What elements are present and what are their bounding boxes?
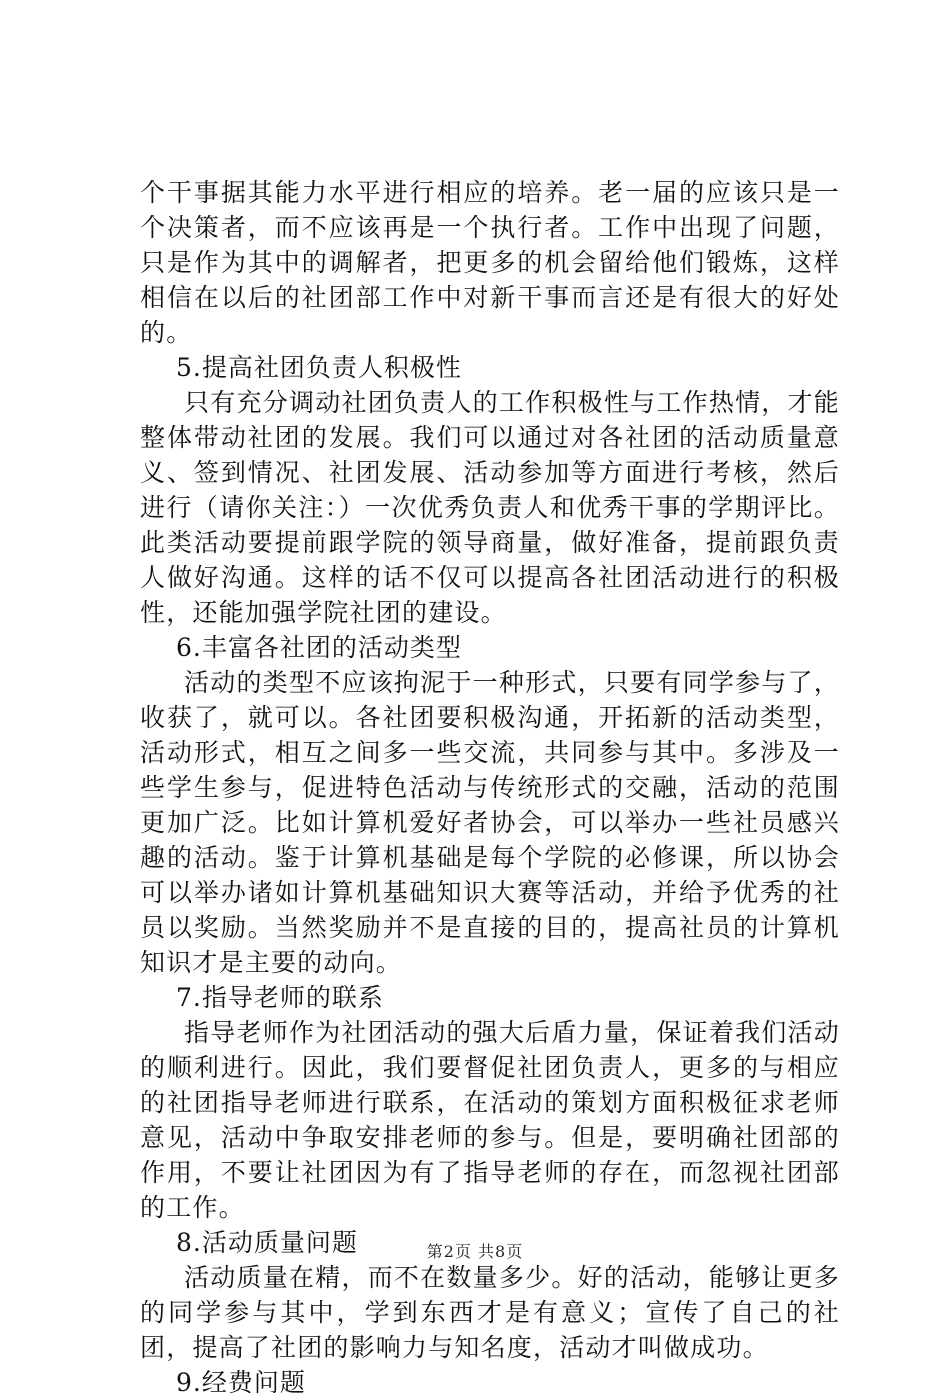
section-heading-6: 6.丰富各社团的活动类型 [176, 633, 462, 662]
section-heading-7: 7.指导老师的联系 [176, 983, 384, 1012]
paragraph-section-8: 活动质量在精，而不在数量多少。好的活动，能够让更多的同学参与其中，学到东西才是有意义；宣传了自己的社团，提高了社团的影响力与知名度，活动才叫做成功。 [140, 1263, 840, 1362]
document-body [140, 175, 840, 1400]
paragraph-section-7: 指导老师作为社团活动的强大后盾力量，保证着我们活动的顺利进行。因此，我们要督促社团负责人，更多的与相应的社团指导老师进行联系，在活动的策划方面积极征求老师意见，活动中争取安排老师的参与。但是，要明确社团部的作用，不要让社团因为有了指导老师的存在，而忽视社团部的工作。 [140, 1018, 840, 1222]
paragraph-section-5: 只有充分调动社团负责人的工作积极性与工作热情，才能整体带动社团的发展。我们可以通过对各社团的活动质量意义、签到情况、社团发展、活动参加等方面进行考核，然后进行（请你关注：）一次优秀负责人和优秀干事的学期评比。此类活动要提前跟学院的领导商量，做好准备，提前跟负责人做好沟通。这样的话不仅可以提高各社团活动进行的积极性，还能加强学院社团的建设。 [140, 388, 840, 627]
section-heading-8: 8.活动质量问题 [176, 1228, 358, 1257]
page-number-footer: 第2页 共8页 [426, 1242, 524, 1261]
paragraph-section-6: 活动的类型不应该拘泥于一种形式，只要有同学参与了，收获了，就可以。各社团要积极沟通，开拓新的活动类型，活动形式，相互之间多一些交流，共同参与其中。多涉及一些学生参与，促进特色活动与传统形式的交融，活动的范围更加广泛。比如计算机爱好者协会，可以举办一些社员感兴趣的活动。鉴于计算机基础是每个学院的必修课，所以协会可以举办诸如计算机基础知识大赛等活动，并给予优秀的社员以奖励。当然奖励并不是直接的目的，提高社员的计算机知识才是主要的动向。 [140, 668, 840, 977]
section-heading-9: 9.经费问题 [176, 1368, 306, 1397]
section-heading-5: 5.提高社团负责人积极性 [176, 353, 462, 382]
paragraph-continuation: 个干事据其能力水平进行相应的培养。老一届的应该只是一个决策者，而不应该再是一个执行者。工作中出现了问题，只是作为其中的调解者，把更多的机会留给他们锻炼，这样相信在以后的社团部工作中对新干事而言还是有很大的好处的。 [140, 178, 840, 347]
